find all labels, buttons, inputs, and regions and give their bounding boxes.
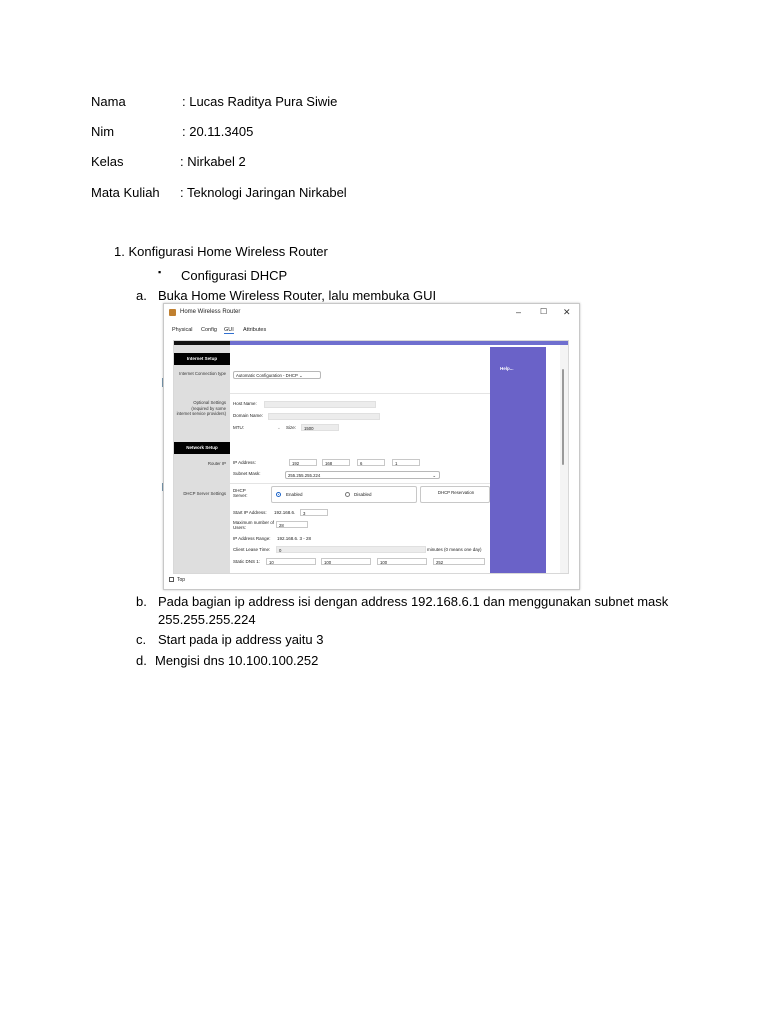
- divider: [230, 393, 495, 394]
- ip-range-value: 192.168.6. 3 - 28: [277, 536, 312, 541]
- internet-connection-label: Internet Connection type: [179, 371, 226, 376]
- help-text: Help...: [500, 366, 514, 371]
- size-input[interactable]: 1500: [301, 424, 339, 431]
- dns-octet-2[interactable]: 100: [321, 558, 371, 565]
- domain-name-input[interactable]: [268, 413, 380, 420]
- connection-type-select[interactable]: Automatic Configuration - DHCP ⌄: [233, 371, 321, 379]
- step-a-text: Buka Home Wireless Router, lalu membuka GUI: [158, 288, 437, 303]
- ip-octet-2[interactable]: 168: [322, 459, 350, 466]
- domain-name-label: Domain Name:: [233, 413, 264, 418]
- host-name-label: Host Name:: [233, 401, 257, 406]
- optional-settings-label: Optional Settings (required by some internet service providers): [176, 400, 226, 416]
- dhcp-disabled-label: Disabled: [354, 492, 372, 497]
- matkul-label: Mata Kuliah: [91, 185, 160, 200]
- ip-octet-4[interactable]: 1: [392, 459, 420, 466]
- nim-value: : 20.11.3405: [182, 124, 254, 139]
- router-ip-label: Router IP: [207, 461, 226, 466]
- scrollbar-thumb[interactable]: [562, 369, 564, 465]
- lease-time-input[interactable]: 0: [276, 546, 426, 553]
- step-b-marker: b.: [136, 594, 147, 609]
- dhcp-server-settings-label: DHCP Server Settings: [183, 491, 226, 496]
- mtu-dropdown-icon[interactable]: ⌄: [277, 425, 281, 430]
- dns-label: Static DNS 1:: [233, 559, 261, 564]
- gui-content: [173, 340, 569, 574]
- dns-octet-4[interactable]: 252: [433, 558, 485, 565]
- close-icon[interactable]: ✕: [563, 307, 571, 317]
- dhcp-server-label: DHCP Server:: [233, 488, 248, 498]
- step-c-text: Start pada ip address yaitu 3: [158, 632, 324, 647]
- dhcp-enabled-radio[interactable]: [276, 492, 281, 497]
- bullet-dhcp: Configurasi DHCP: [181, 268, 288, 283]
- kelas-label: Kelas: [91, 154, 124, 169]
- top-checkbox-label: Top: [177, 577, 186, 583]
- step-b-line2: 255.255.255.224: [158, 612, 256, 627]
- tab-attributes[interactable]: Attributes: [243, 327, 267, 333]
- lease-time-label: Client Lease Time:: [233, 547, 271, 552]
- step-c-marker: c.: [136, 632, 147, 647]
- step-b-line1: Pada bagian ip address isi dengan address 192.168.6.1 dan menggunakan subnet mask: [158, 594, 669, 609]
- bullet-marker: ▪: [158, 267, 162, 277]
- dhcp-reservation-label: DHCP Reservation: [437, 490, 475, 495]
- start-ip-prefix: 192.168.6.: [274, 510, 296, 515]
- step-a-marker: a.: [136, 288, 147, 303]
- left-column: [174, 345, 230, 573]
- connection-type-value: Automatic Configuration - DHCP: [236, 373, 298, 378]
- top-checkbox[interactable]: [169, 577, 174, 582]
- ip-octet-1[interactable]: 192: [289, 459, 317, 466]
- dhcp-reservation-button[interactable]: [420, 486, 490, 503]
- tab-gui[interactable]: GUI: [224, 327, 234, 333]
- router-window-screenshot: [163, 303, 580, 590]
- ip-octet-3[interactable]: 6: [357, 459, 385, 466]
- nama-value: : Lucas Raditya Pura Siwie: [182, 94, 338, 109]
- dhcp-disabled-radio[interactable]: [345, 492, 350, 497]
- minimize-icon[interactable]: –: [516, 307, 522, 317]
- scrollbar[interactable]: [560, 345, 568, 573]
- window-bottom-bar: [164, 574, 579, 589]
- step-d-marker: d.: [136, 653, 147, 668]
- internet-setup-header: Internet Setup: [174, 353, 230, 365]
- section-heading: 1. Konfigurasi Home Wireless Router: [114, 244, 328, 259]
- matkul-value: : Teknologi Jaringan Nirkabel: [180, 185, 347, 200]
- subnet-mask-value: 255.255.255.224: [288, 473, 321, 478]
- mtu-label: MTU:: [233, 425, 244, 430]
- start-ip-label: Start IP Address:: [233, 510, 267, 515]
- lease-time-note: minutes (0 means one day): [427, 547, 482, 552]
- chevron-down-icon: ⌄: [432, 473, 436, 478]
- nim-label: Nim: [91, 124, 115, 139]
- tab-physical[interactable]: Physical: [172, 327, 193, 333]
- ip-range-label: IP Address Range:: [233, 536, 271, 541]
- max-users-label: Maximum number of Users:: [233, 520, 275, 530]
- nama-label: Nama: [91, 94, 126, 109]
- top-strip: [174, 341, 568, 345]
- subnet-mask-select[interactable]: [285, 471, 440, 479]
- window-titlebar: [164, 304, 579, 324]
- subnet-mask-label: Subnet Mask:: [233, 471, 261, 476]
- dns-octet-1[interactable]: 10: [266, 558, 316, 565]
- max-users-input[interactable]: 28: [276, 521, 308, 528]
- dhcp-enabled-label: Enabled: [286, 492, 303, 497]
- dns-octet-3[interactable]: 100: [377, 558, 427, 565]
- window-title: Home Wireless Router: [180, 309, 241, 315]
- start-ip-input[interactable]: 3: [300, 509, 328, 516]
- step-d-text: Mengisi dns 10.100.100.252: [155, 653, 319, 668]
- tab-config[interactable]: Config: [201, 327, 217, 333]
- router-app-icon: [169, 309, 176, 316]
- host-name-input[interactable]: [264, 401, 376, 408]
- network-setup-header: Network Setup: [174, 442, 230, 454]
- kelas-value: : Nirkabel 2: [180, 154, 246, 169]
- ip-address-label: IP Address:: [233, 460, 256, 465]
- help-panel: [490, 347, 546, 573]
- maximize-icon[interactable]: ☐: [540, 307, 548, 316]
- divider: [230, 483, 495, 484]
- size-label: Size:: [286, 425, 297, 430]
